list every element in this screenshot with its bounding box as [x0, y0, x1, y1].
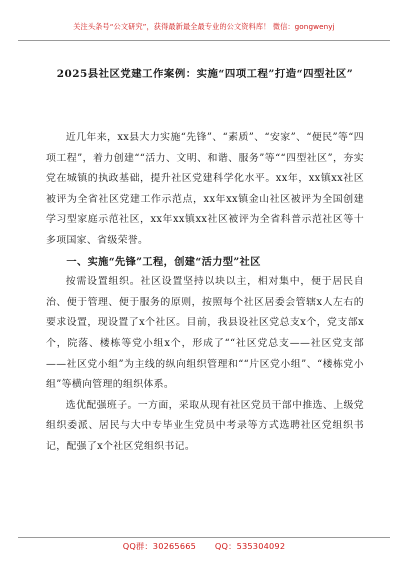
- document-title: 2025县社区党建工作案例：实施“四项工程”打造“四型社区”: [56, 68, 354, 80]
- header-notice: 关注头条号“公文研究”，获得最新最全最专业的公文资料库！ 微信：gongwenyj: [73, 22, 335, 31]
- qq-group-label: QQ群：30265665: [122, 541, 197, 551]
- section-paragraph: 按需设置组织。社区设置坚持以块以主，相对集中，便于居民自治、便于管理、便于服务的原则，按照每个社区居委会管辖x人左右的要求设置，现设置了x个社区。目前，我县设社区党总支x个，党支部x个，院落、楼栋等党小组x个，形成了““社区党总支——社区党支部——社区党小组”为主线的纵向组织管理和““片区党小组”、“楼栋党小组”等横向管理的组织体系。: [46, 276, 364, 391]
- section-heading: 一、实施“先锋”工程，创建“活力型”社区: [66, 255, 261, 268]
- header-divider: [18, 40, 390, 41]
- footer-contacts: [0, 541, 408, 552]
- qq-number-label: QQ：535304092: [214, 541, 286, 551]
- footer-divider: [18, 537, 390, 538]
- document-body: [46, 128, 364, 458]
- section-paragraph: 选优配强班子。一方面，采取从现有社区党员干部中推选、上级党组织委派、居民与大中专毕业生党员中考录等方式选聘社区党组织书记，配强了x个社区党组织书记。: [46, 399, 364, 452]
- intro-paragraph: 近几年来，xx县大力实施“先锋”、“素质”、“安家”、“便民”等“四项工程”，着力创建““活力、文明、和谐、服务”等““四型社区”，夯实党在城镇的执政基础，提升社区党建科学化水平。xx年，xx镇xx社区被评为全省社区党建工作示范点，xx年xx镇金山社区被评为全国创建学习型家庭示范社区，xx年xx镇xx社区被评为全省科普示范社区等十多项国家、省级荣誉。: [46, 132, 364, 246]
